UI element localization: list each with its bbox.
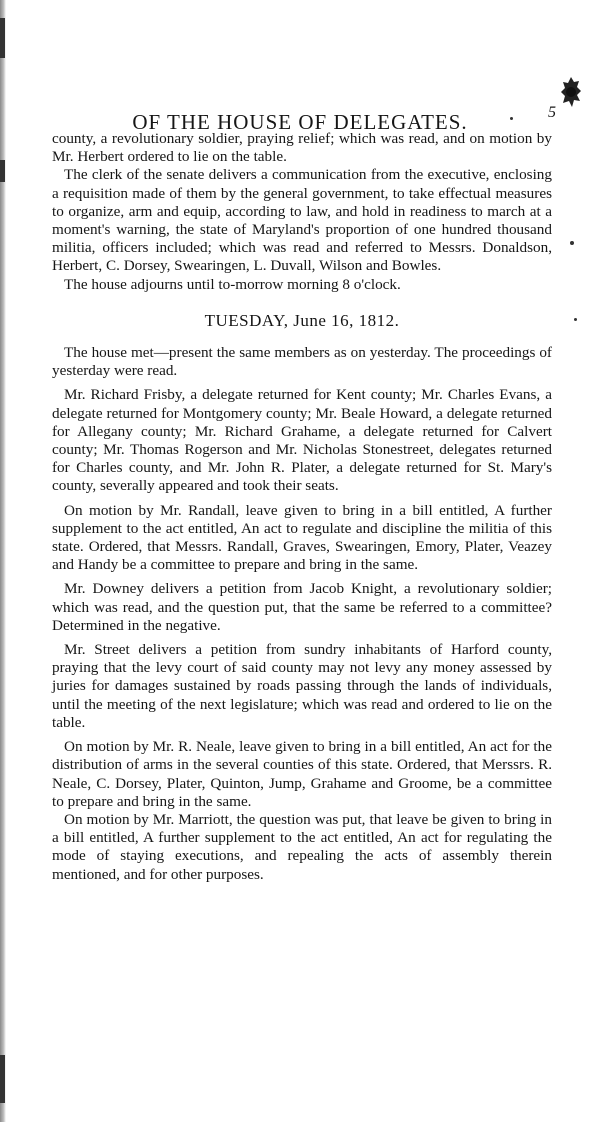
speck bbox=[574, 318, 577, 321]
paragraph: On motion by Mr. R. Neale, leave given to bring in a bill entitled, An act for the distribution of arms in the several counties of this state. Ordered, that Merssrs. R. Neale, C. Dorsey, Plater, Quinton, Jump, Grahame and Groome, be a committee to prepare and bring in the same. bbox=[52, 738, 552, 810]
day-heading: TUESDAY, June 16, 1812. bbox=[204, 310, 400, 330]
paragraph: On motion by Mr. Randall, leave given to bring in a bill entitled, A further supplement to the act entitled, An act to regulate and discipline the militia of this state. Ordered, that Messrs. Randall, Graves, Swearingen, Emory, Plater, Veazey and Handy be a committee to prepare and bring in the same. bbox=[52, 501, 552, 574]
paragraph: The house adjourns until to-morrow morning 8 o'clock. bbox=[64, 275, 401, 293]
binding-edge-mark bbox=[0, 160, 5, 182]
paragraph: Mr. Downey delivers a petition from Jacob Knight, a revolutionary soldier; which was read, and the question put, that the same be referred to a committee? Determined in the negative. bbox=[52, 580, 552, 634]
binding-edge-mark bbox=[0, 1055, 5, 1103]
paragraph: The house met—present the same members as on yesterday. The proceedings of yesterday were read. bbox=[52, 344, 552, 380]
page-number: 5 bbox=[548, 104, 556, 121]
paragraph: Mr. Street delivers a petition from sundry inhabitants of Harford county, praying that the levy court of said county may not levy any money assessed by juries for damages sustained by roads passing through the lands of individuals, until the meeting of the next legislature; which was read and ordered to lie on the table. bbox=[52, 641, 552, 731]
paragraph: county, a revolutionary soldier, praying relief; which was read, and on motion by Mr. Herbert ordered to lie on the table. bbox=[52, 130, 552, 166]
paragraph: The clerk of the senate delivers a communication from the executive, enclosing a requisition made of them by the general government, to take effectual measures to organize, arm and equip, according to law, and hold in readiness to march at a moment's warning, the state of Maryland's proportion of one hundred thousand militia, officers included; which was read and referred to Messrs. Donaldson, Herbert, C. Dorsey, Swearingen, L. Duvall, Wilson and Bowles. bbox=[52, 166, 552, 275]
page-body bbox=[52, 130, 552, 884]
ink-blot-icon bbox=[560, 76, 582, 112]
binding-edge-mark bbox=[0, 18, 5, 58]
running-header-title: OF THE HOUSE OF DELEGATES. bbox=[132, 110, 468, 135]
paragraph: On motion by Mr. Marriott, the question was put, that leave be given to bring in a bill entitled, A further supplement to the act entitled, An act for regulating the mode of staying executions, and repealing the acts of assembly therein mentioned, and for other purposes. bbox=[52, 810, 552, 883]
speck bbox=[570, 241, 574, 245]
paragraph: Mr. Richard Frisby, a delegate returned for Kent county; Mr. Charles Evans, a delegate returned for Montgomery county; Mr. Beale Howard, a delegate returned for Allegany county; Mr. Richard Grahame, a delegate returned for Calvert county; Mr. Thomas Rogerson and Mr. Nicholas Stonestreet, delegates returned for Charles county, and Mr. John R. Plater, a delegate returned for St. Mary's county, severally appeared and took their seats. bbox=[52, 386, 552, 495]
